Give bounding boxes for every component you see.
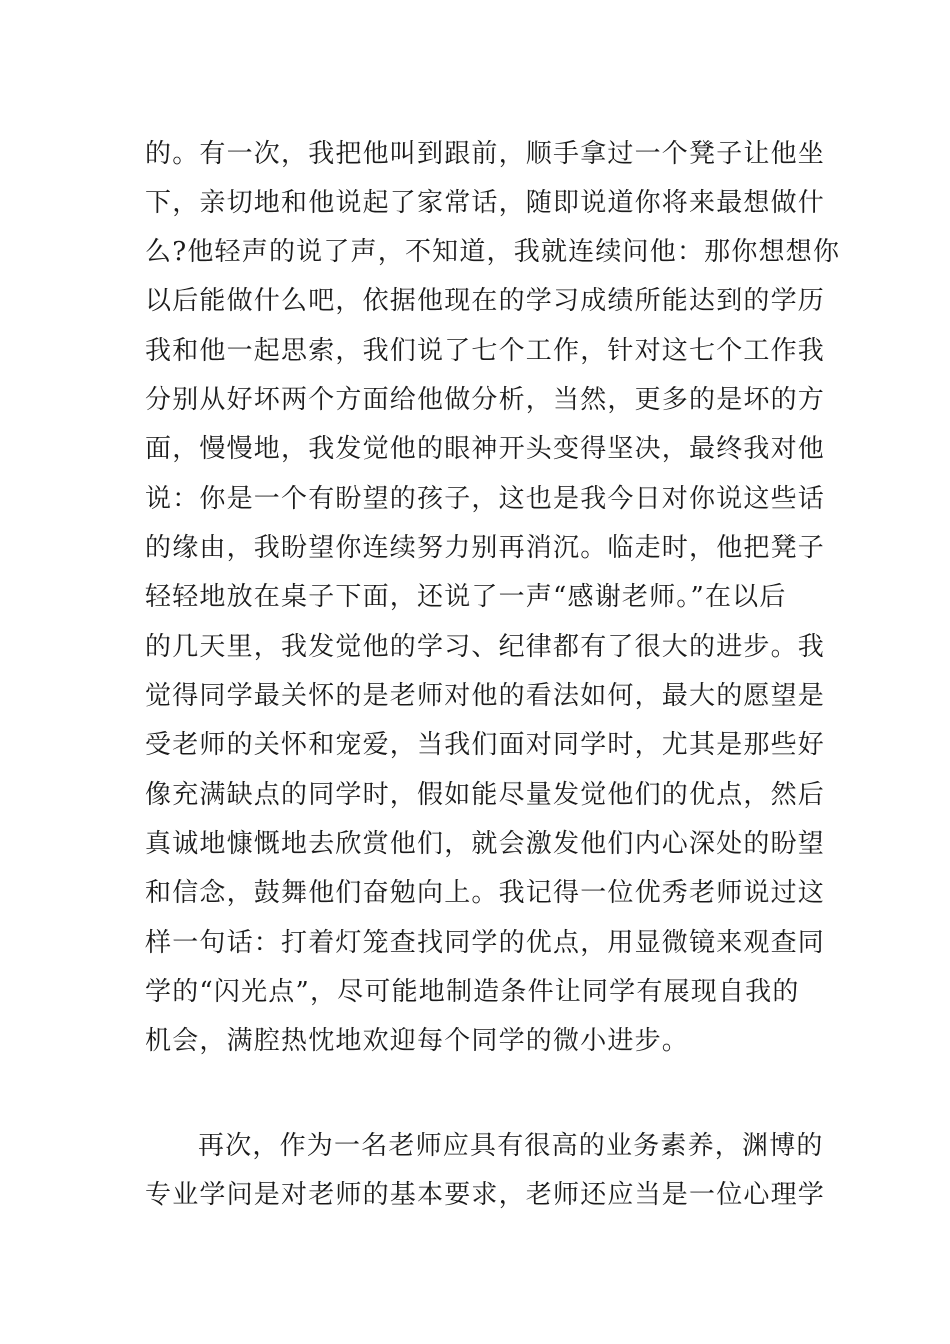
- text-line: 轻轻地放在桌子下面，还说了一声“感谢老师。”在以后: [145, 582, 787, 612]
- text-line: 真诚地慷慨地去欣赏他们，就会激发他们内心深处的盼望: [145, 829, 826, 859]
- text-line: 再次，作为一名老师应具有很高的业务素养，渊博的: [198, 1131, 824, 1161]
- text-line: 说：你是一个有盼望的孩子，这也是我今日对你说这些话: [145, 484, 826, 514]
- text-line: 觉得同学最关怀的是老师对他的看法如何，最大的愿望是: [145, 681, 826, 711]
- text-line: 分别从好坏两个方面给他做分析，当然，更多的是坏的方: [145, 385, 826, 415]
- text-line: 的缘由，我盼望你连续努力别再消沉。临走时，他把凳子: [145, 533, 826, 563]
- text-line: 机会，满腔热忱地欢迎每个同学的微小进步。: [145, 1026, 690, 1056]
- text-line: 的几天里，我发觉他的学习、纪律都有了很大的进步。我: [145, 632, 826, 662]
- text-line: 我和他一起思索，我们说了七个工作，针对这七个工作我: [145, 336, 826, 366]
- text-line: 下，亲切地和他说起了家常话，随即说道你将来最想做什: [145, 188, 826, 218]
- text-line: 专业学问是对老师的基本要求，老师还应当是一位心理学: [145, 1180, 826, 1210]
- text-line: 以后能做什么吧，依据他现在的学习成绩所能达到的学历: [145, 286, 826, 316]
- text-line: 像充满缺点的同学时，假如能尽量发觉他们的优点，然后: [145, 780, 826, 810]
- text-line: 么?他轻声的说了声，不知道，我就连续问他：那你想想你: [145, 237, 841, 267]
- text-line: 受老师的关怀和宠爱，当我们面对同学时，尤其是那些好: [145, 730, 826, 760]
- text-line: 样一句话：打着灯笼查找同学的优点，用显微镜来观查同: [145, 928, 826, 958]
- text-line: 的。有一次，我把他叫到跟前，顺手拿过一个凳子让他坐: [145, 139, 826, 169]
- text-line: 面，慢慢地，我发觉他的眼神开头变得坚决，最终我对他: [145, 434, 826, 464]
- text-line: 和信念，鼓舞他们奋勉向上。我记得一位优秀老师说过这: [145, 878, 826, 908]
- text-line: 学的“闪光点”，尽可能地制造条件让同学有展现自我的: [145, 977, 800, 1007]
